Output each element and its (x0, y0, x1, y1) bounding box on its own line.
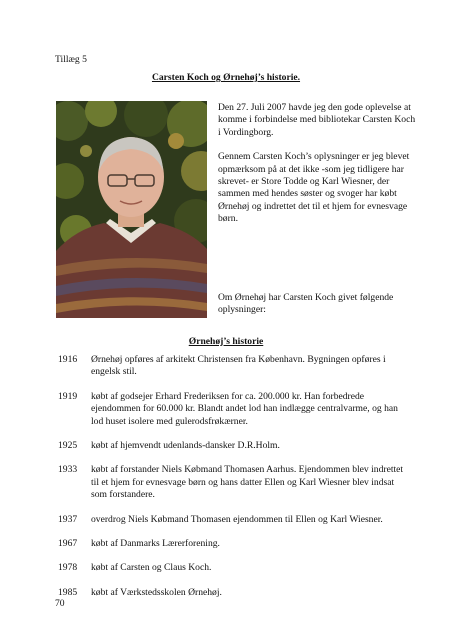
portrait-photo (56, 101, 207, 318)
timeline-text: Ørnehøj opføres af arkitekt Christensen fra København. Bygningen opføres i engelsk stil. (91, 354, 386, 378)
timeline-entry (58, 538, 408, 550)
timeline-entry (58, 391, 408, 428)
timeline-text: købt af godsejer Erhard Frederiksen for ca. 200.000 kr. Han forbedrede ejendommen for 60.000 kr. Blandt andet lod han indlægge centralvarme, og han lod huset isolere med gulerodsfrøkærner. (91, 390, 398, 427)
intro-paragraph: Gennem Carsten Koch’s oplysninger er jeg blevet opmærksom på at det ikke -som jeg tidligere har skrevet- er Store Todde og Karl Wiesner, der sammen med hendes søster og svoger har købt Ørnehøj og indrettet det til et hjem for evnesvage børn. (218, 151, 410, 225)
page-title: Carsten Koch og Ørnehøj’s historie. (151, 72, 301, 83)
history-timeline (58, 354, 408, 611)
timeline-year: 1925 (58, 440, 78, 452)
intro-text (218, 102, 418, 238)
timeline-year: 1933 (58, 464, 78, 476)
timeline-entry (58, 464, 408, 501)
timeline-year: 1967 (58, 538, 78, 550)
timeline-year: 1916 (58, 354, 78, 365)
timeline-text: købt af Danmarks Lærerforening. (91, 538, 220, 550)
timeline-text: købt af Værkstedsskolen Ørnehøj. (91, 586, 222, 598)
timeline-entry (58, 354, 408, 379)
page-number: 70 (55, 598, 65, 609)
timeline-text: købt af forstander Niels Købmand Thomasen Aarhus. Ejendommen blev indrettet til et hjem for evnesvage børn og hans datter Ellen og Karl Wiesner blev indsat som forstandere. (91, 464, 404, 501)
intro-paragraph: Den 27. Juli 2007 havde jeg den gode oplevelse at komme i forbindelse med bibliotekar Carsten Koch i Vordingborg. (218, 102, 416, 138)
timeline-entry (58, 514, 408, 526)
timeline-year: 1937 (58, 513, 78, 525)
timeline-year: 1985 (58, 586, 78, 598)
timeline-text: overdrog Niels Købmand Thomasen ejendommen til Ellen og Karl Wiesner. (91, 513, 383, 525)
timeline-entry (58, 562, 408, 574)
appendix-label: Tillæg 5 (55, 54, 87, 65)
timeline-text: købt af Carsten og Claus Koch. (91, 562, 212, 574)
timeline-year: 1978 (58, 562, 78, 574)
section-title: Ørnehøj’s historie (188, 336, 264, 347)
timeline-year: 1919 (58, 390, 78, 402)
timeline-entry (58, 440, 408, 452)
timeline-entry (58, 587, 408, 599)
timeline-text: købt af hjemvendt udenlands-dansker D.R.Holm. (91, 440, 280, 452)
info-text: Om Ørnehøj har Carsten Koch givet følgende oplysninger: (218, 292, 394, 316)
